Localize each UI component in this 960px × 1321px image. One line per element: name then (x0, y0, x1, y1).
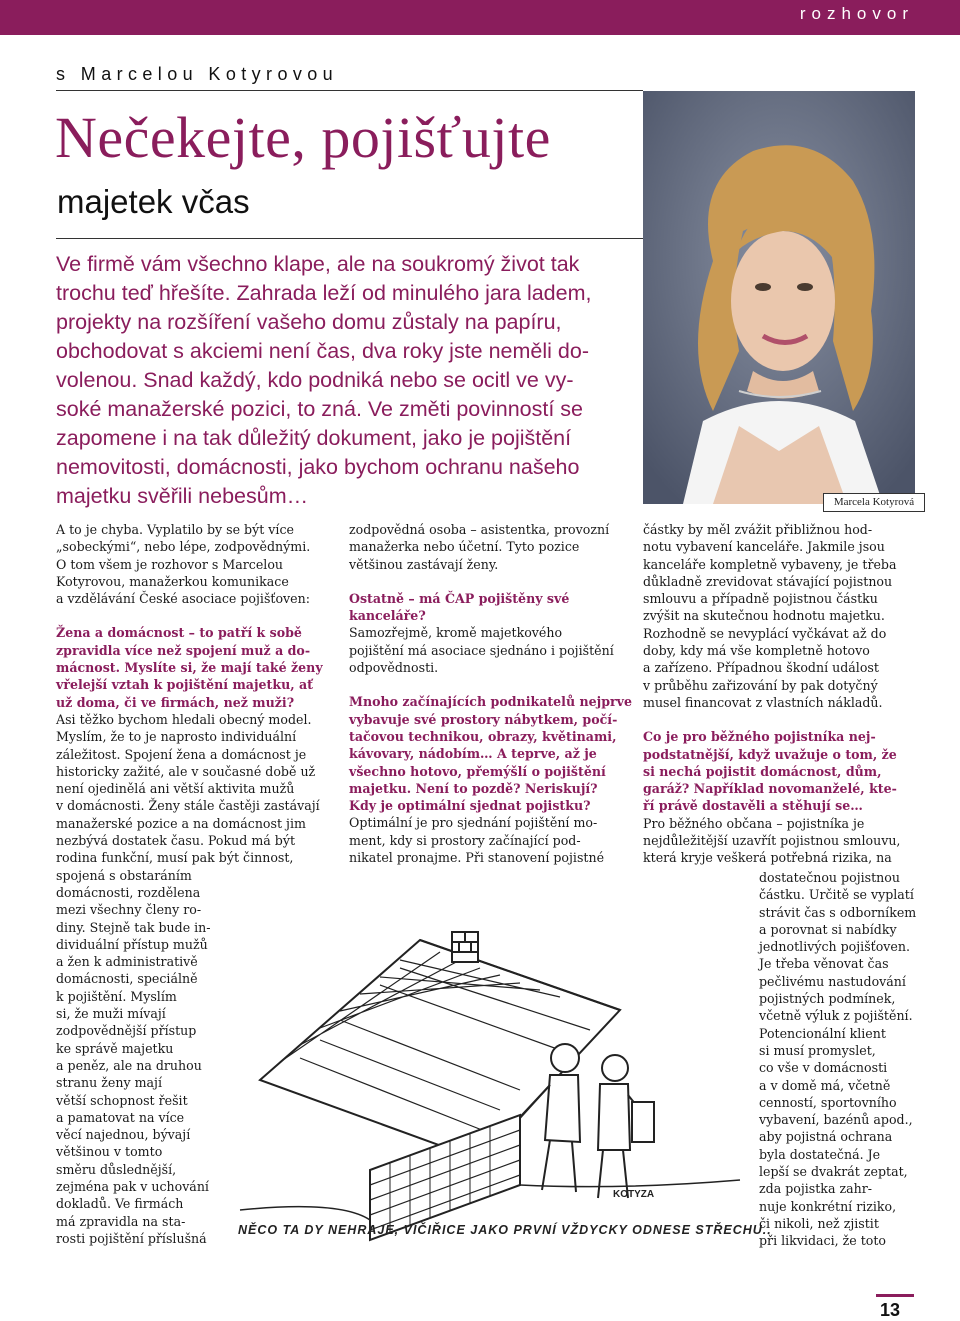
answer-line: domácnosti, rozdělena (56, 884, 201, 900)
answer-line: pojištění má asociace sjednáno i pojištění (349, 642, 614, 658)
top-bar (0, 0, 960, 35)
answer-line: důkladně zrevidovat stávající pojistnou (643, 573, 893, 589)
title-rule (56, 238, 643, 239)
answer-line: si musí promyslet, (759, 1042, 876, 1058)
answer-line: částku. Určitě se vyplatí (759, 887, 914, 903)
answer-line: musel financovat z vlastních nákladů. (643, 694, 883, 710)
portrait-photo (643, 91, 915, 504)
answer-line: historicky zažité, ale v současné době už (56, 763, 316, 779)
answer-line: záležitost. Spojení žena a domácnost je (56, 746, 307, 762)
page-number-bar (876, 1294, 914, 1297)
answer-line: domácnosti, speciálně (56, 971, 198, 987)
answer-line: není ojedinělá ani větší aktivita mužů (56, 781, 295, 797)
answer-line: pojistných podmínek, (759, 991, 896, 1007)
answer-line: rosti pojištění příslušná (56, 1230, 207, 1246)
top-rule (56, 90, 643, 91)
photo-caption: Marcela Kotyrová (823, 493, 925, 512)
answer-line: Pro běžného občana – pojistníka je (643, 815, 865, 831)
question-line: ří právě dostavěli a stěhují se… (643, 798, 863, 814)
interview-with: s Marcelou Kotyrovou (56, 64, 339, 84)
answer-line: dividuální přístup mužů (56, 936, 208, 952)
answer-line: nikatel pronajme. Při stanovení pojistné (349, 850, 605, 866)
paragraph-gap (643, 711, 900, 728)
answer-line: strávit čas s odborníkem (759, 904, 917, 920)
question-line: Mnoho začínajících podnikatelů nejprve (349, 694, 633, 710)
question-line: kávovary, nádobím… A teprve, až je (349, 746, 597, 762)
answer-line: ment, kdy si prostory začínající pod- (349, 832, 581, 848)
answer-line: dostatečnou pojistnou (759, 870, 900, 885)
answer-line: která kryje veškerá potřebná rizika, na (643, 850, 892, 866)
lead-paragraph (56, 250, 642, 511)
answer-line: odpovědnosti. (349, 660, 439, 676)
answer-line: většinou zastávají ženy. (349, 556, 499, 572)
answer-line: „sobeckými“, nebo lépe, zodpovědnými. (56, 539, 311, 555)
answer-line: A to je chyba. Vyplatilo by se být více (56, 522, 294, 537)
answer-line: a žen k administrativě (56, 954, 198, 970)
illustration-signature: KOTYZA (613, 1189, 655, 1200)
question-line: zpravidla více než spojení muž a do- (56, 642, 311, 658)
answer-line: kanceláře kompletně vybaveny, je třeba (643, 556, 897, 572)
answer-line: smlouvu a případně pojistnou částku (643, 591, 878, 607)
answer-line: nuje konkrétní riziko, (759, 1198, 897, 1214)
answer-line: při likvidaci, že toto (759, 1233, 886, 1249)
article-subtitle: majetek včas (57, 183, 250, 220)
paragraph-gap (349, 676, 632, 693)
lead-line: Ve firmě vám všechno klape, ale na soukromý život tak (56, 252, 580, 276)
question-line: vybavuje své prostory nábytkem, počí- (349, 711, 618, 727)
answer-line: O tom všem je rozhovor s Marcelou (56, 556, 284, 572)
article-title: Nečekejte, pojišťujte (55, 105, 551, 170)
question-line: si nechá pojistit domácnost, dům, (643, 763, 882, 779)
answer-line: nejdůležitější uzavřít pojistnou smlouvu, (643, 833, 901, 849)
answer-line: ke správě majetku (56, 1040, 174, 1056)
answer-line: notu vybavení kanceláře. Jakmile jsou (643, 539, 885, 555)
answer-line: zvýšit na skutečnou hodnotu majetku. (643, 608, 885, 624)
question-line: všechno hotovo, přemýšlí o pojištění (349, 763, 606, 779)
answer-line: byla dostatečná. Je (759, 1146, 881, 1162)
answer-line: v průběhu zařizování by pak dotyčný (643, 677, 878, 693)
page-number: 13 (880, 1300, 901, 1320)
answer-line: zda pojistka zahr- (759, 1181, 872, 1197)
lead-line: volenou. Snad každý, kdo podniká nebo se ocitl ve vy- (56, 368, 574, 392)
lead-line: majetku svěřili nebesům… (56, 484, 309, 508)
lead-line: projekty na rozšíření vašeho domu zůstaly na papíru, (56, 310, 562, 334)
question-line: tačovou technikou, obrazy, květinami, (349, 728, 617, 744)
question-line: podstatnější, když uvažuje o tom, že (643, 746, 897, 762)
cartoon-illustration (220, 880, 760, 1250)
answer-line: má zpravidla na sta- (56, 1213, 186, 1229)
answer-line: větší schopnost řešit (56, 1092, 188, 1108)
lead-line: obchodovat s akciemi není čas, dva roky jste neměli do- (56, 339, 589, 363)
answer-line: jednotlivých pojišťoven. (759, 939, 910, 955)
question-line: kanceláře? (349, 608, 426, 624)
question-line: mácnost. Myslíte si, že mají také ženy (56, 660, 323, 676)
paragraph-gap (349, 573, 632, 590)
question-line: Co je pro běžného pojistníka nej- (643, 729, 876, 745)
answer-line: a vzdělávání České asociace pojišťoven: (56, 591, 310, 607)
answer-line: Myslím, že to je naprosto individuální (56, 729, 297, 745)
answer-line: Kotyrovou, manažerkou komunikace (56, 573, 289, 589)
answer-line: a peněz, ale na druhou (56, 1057, 202, 1073)
lead-line: trochu teď hřešíte. Zahrada leží od minulého jara ladem, (56, 281, 592, 305)
answer-line: většinou v tomto (56, 1144, 163, 1160)
illustration-caption: NĚCO TA DY NEHRAJE, VIČIŘICE JAKO PRVNÍ VŽDYCKY ODNESE STŘECHU.. (238, 1223, 772, 1237)
answer-line: věcí najednou, bývají (56, 1127, 191, 1143)
answer-line: či nikoli, než zjistit (759, 1215, 879, 1231)
answer-line: pečlivému nastudování (759, 973, 906, 989)
answer-line: zodpovědnější přístup (56, 1023, 197, 1039)
answer-line: částky by měl zvážit přibližnou hod- (643, 522, 873, 537)
answer-line: spojená s obstaráním (56, 867, 192, 883)
answer-line: lepší se dvakrát zeptat, (759, 1164, 908, 1180)
answer-line: zejména pak v uchování (56, 1178, 209, 1194)
answer-line: stranu ženy mají (56, 1075, 162, 1091)
question-line: Kdy je optimální sjednat pojistku? (349, 798, 591, 814)
answer-line: Rozhodně se nevyplácí vyčkávat až do (643, 625, 887, 641)
paragraph-gap (56, 607, 323, 624)
section-label: rozhovor (799, 4, 914, 23)
answer-line: Potencionální klient (759, 1025, 886, 1041)
answer-line: manažerka nebo účetní. Tyto pozice (349, 539, 580, 555)
answer-line: co vše v domácnosti (759, 1060, 888, 1076)
question-line: Ostatně – má ČAP pojištěny své (349, 590, 570, 606)
answer-line: a porovnat si nabídky (759, 921, 897, 937)
question-line: vřelejší vztah k pojištění majetku, ať (56, 677, 313, 693)
question-line: už doma, či ve firmách, než muži? (56, 694, 295, 710)
text-column-2 (349, 521, 632, 866)
answer-line: směru důslednější, (56, 1161, 177, 1177)
answer-line: diny. Stejně tak bude in- (56, 919, 211, 935)
question-line: garáž? Například novomanželé, kte- (643, 781, 897, 797)
answer-line: rodina funkční, musí pak být činnost, (56, 850, 294, 866)
answer-line: manažerské pozice a na domácnost jim (56, 815, 306, 831)
answer-line: Samozřejmě, kromě majetkového (349, 625, 563, 641)
answer-line: nezbývá dostatek času. Pokud má být (56, 833, 296, 849)
answer-line: Optimální je pro sjednání pojištění mo- (349, 815, 598, 831)
answer-line: Asi těžko bychom hledali obecný model. (56, 711, 312, 727)
answer-line: k pojištění. Myslím (56, 988, 177, 1004)
answer-line: a v domě má, včetně (759, 1077, 891, 1093)
text-column-3-continued (759, 869, 916, 1250)
answer-line: a pamatovat na více (56, 1109, 185, 1125)
question-line: Žena a domácnost – to patří k sobě (56, 625, 302, 641)
answer-line: si, že muži mívají (56, 1006, 166, 1022)
answer-line: zodpovědná osoba – asistentka, provozní (349, 522, 610, 537)
answer-line: aby pojistná ochrana (759, 1129, 893, 1145)
answer-line: doby, kdy má vše kompletně hotovo (643, 643, 870, 659)
answer-line: cenností, sportovního (759, 1094, 897, 1110)
lead-line: nemovitosti, domácnosti, jako bychom ochranu našeho (56, 455, 580, 479)
text-column-3 (643, 521, 900, 867)
answer-line: vybavení, bazénů apod., (759, 1112, 913, 1128)
answer-line: Je třeba věnovat čas (759, 956, 889, 972)
question-line: majetku. Není to pozdě? Neriskují? (349, 780, 598, 796)
lead-line: soké manažerské pozici, to zná. Ve změti povinností se (56, 397, 584, 421)
lead-line: zapomene i na tak důležitý dokument, jako je pojištění (56, 426, 572, 450)
answer-line: v domácnosti. Ženy stále častěji zastávají (56, 798, 320, 814)
answer-line: dokladů. Ve firmách (56, 1196, 184, 1212)
answer-line: mezi všechny členy ro- (56, 902, 202, 918)
answer-line: včetně výluk z pojištění. (759, 1008, 913, 1024)
answer-line: a zařízeno. Případnou škodní událost (643, 660, 879, 676)
